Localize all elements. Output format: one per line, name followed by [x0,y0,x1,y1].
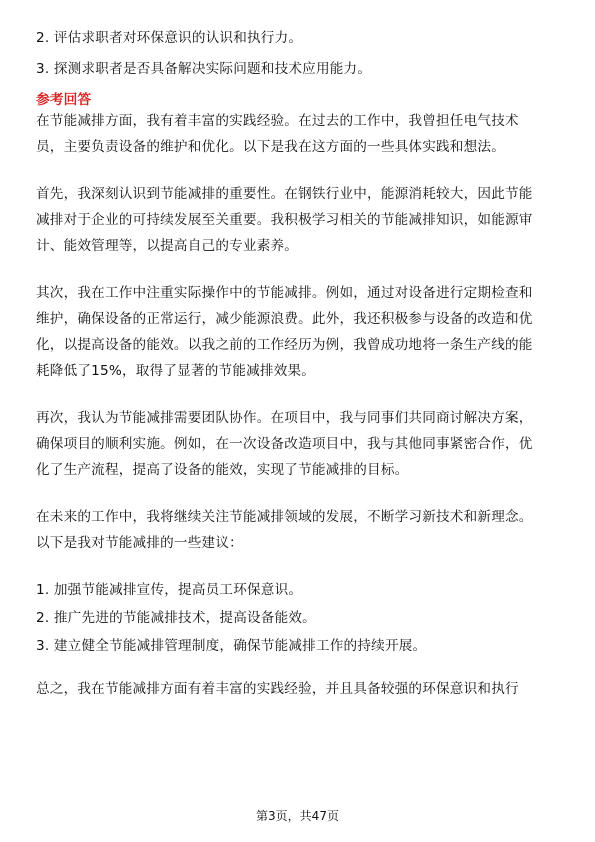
paragraph-line: 首先，我深刻认识到节能减排的重要性。在钢铁行业中，能源消耗较大，因此节能 [36,186,533,202]
paragraph [36,111,559,157]
paragraph-line: 耗降低了15%，取得了显著的节能减排效果。 [36,363,316,379]
paragraph [36,283,559,381]
paragraph [36,408,559,480]
paragraph-line: 员，主要负责设备的维护和优化。以下是我在这方面的一些具体实践和想法。 [36,139,505,155]
top-list-item: 2. 评估求职者对环保意识的认识和执行力。 [36,30,303,46]
paragraph-line: 减排对于企业的可持续发展至关重要。我积极学习相关的节能减排知识，如能源审 [36,212,533,228]
paragraph-line: 在节能减排方面，我有着丰富的实践经验。在过去的工作中，我曾担任电气技术 [36,113,519,129]
paragraph [36,184,559,256]
paragraph-line: 其次，我在工作中注重实际操作中的节能减排。例如，通过对设备进行定期检查和 [36,285,533,301]
paragraph-line: 确保项目的顺利实施。例如，在一次设备改造项目中，我与其他同事紧密合作，优 [36,436,533,452]
paragraph-line: 化了生产流程，提高了设备的能效，实现了节能减排的目标。 [36,462,409,478]
paragraph-line: 在未来的工作中，我将继续关注节能减排领域的发展，不断学习新技术和新理念。 [36,509,533,525]
closing-line: 总之，我在节能减排方面有着丰富的实践经验，并且具备较强的环保意识和执行 [36,681,519,697]
suggestion-item: 2. 推广先进的节能减排技术，提高设备能效。 [36,610,316,626]
top-list-item: 3. 探测求职者是否具备解决实际问题和技术应用能力。 [36,61,372,77]
section-title: 参考回答 [36,92,92,108]
paragraph-line: 维护，确保设备的正常运行，减少能源浪费。此外，我还积极参与设备的改造和优 [36,311,533,327]
paragraph-line: 以下是我对节能减排的一些建议： [36,535,243,551]
page-content [36,28,559,699]
paragraph [36,507,559,553]
suggestion-item: 3. 建立健全节能减排管理制度，确保节能减排工作的持续开展。 [36,638,427,654]
paragraph-line: 化，以提高设备的能效。以我之前的工作经历为例，我曾成功地将一条生产线的能 [36,337,533,353]
suggestion-list [36,580,559,656]
suggestion-item: 1. 加强节能减排宣传，提高员工环保意识。 [36,582,303,598]
paragraph-line: 再次，我认为节能减排需要团队协作。在项目中，我与同事们共同商讨解决方案， [36,410,533,426]
page-number-footer: 第3页，共47页 [256,809,339,823]
paragraph-line: 计、能效管理等，以提高自己的专业素养。 [36,238,299,254]
